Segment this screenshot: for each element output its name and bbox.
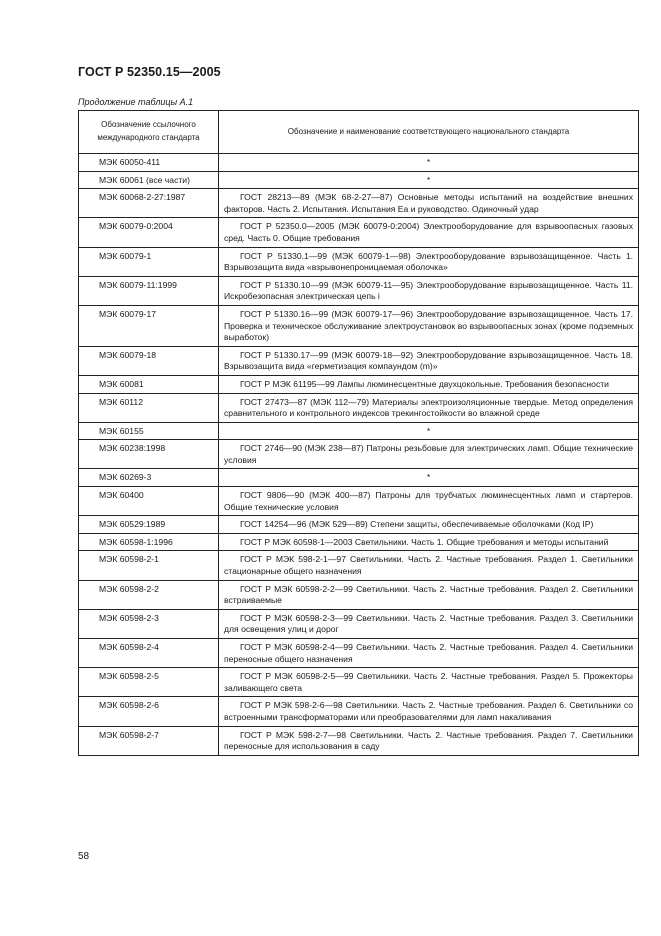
table-row bbox=[79, 533, 639, 551]
national-standard-cell: * bbox=[219, 422, 639, 440]
international-standard-cell: МЭК 60155 bbox=[79, 422, 219, 440]
international-standard-cell: МЭК 60269-3 bbox=[79, 469, 219, 487]
table-row bbox=[79, 375, 639, 393]
header-international-standard: Обозначение ссылочного международного стандарта bbox=[79, 111, 219, 154]
national-standard-cell: ГОСТ Р 51330.16—99 (МЭК 60079-17—96) Электрооборудование взрывозащищенное. Часть 17. Проверка и техническое обслуживание электроустановок во взрывоопасных зонах (кроме подземных выработок) bbox=[219, 305, 639, 346]
table-row bbox=[79, 639, 639, 668]
national-standard-cell: ГОСТ Р МЭК 60598-2-5—99 Светильники. Часть 2. Частные требования. Раздел 5. Прожекторы заливающего света bbox=[219, 668, 639, 697]
table-row bbox=[79, 440, 639, 469]
national-standard-cell: ГОСТ 14254—96 (МЭК 529—89) Степени защиты, обеспечиваемые оболочками (Код IP) bbox=[219, 516, 639, 534]
international-standard-cell: МЭК 60598-2-7 bbox=[79, 726, 219, 755]
page-number: 58 bbox=[78, 851, 90, 862]
table-row bbox=[79, 154, 639, 172]
table-row bbox=[79, 305, 639, 346]
national-standard-cell: ГОСТ 28213—89 (МЭК 68-2-27—87) Основные методы испытаний на воздействие внешних факторов. Часть 2. Испытания. Испытания Еа и руководство. Одиночный удар bbox=[219, 189, 639, 218]
national-standard-cell: ГОСТ Р МЭК 60598-2-2—99 Светильники. Часть 2. Частные требования. Раздел 2. Светильники встраиваемые bbox=[219, 580, 639, 609]
table-row bbox=[79, 171, 639, 189]
international-standard-cell: МЭК 60598-1:1996 bbox=[79, 533, 219, 551]
international-standard-cell: МЭК 60081 bbox=[79, 375, 219, 393]
table-row bbox=[79, 469, 639, 487]
table-row bbox=[79, 668, 639, 697]
national-standard-cell: ГОСТ Р МЭК 598-2-1—97 Светильники. Часть 2. Частные требования. Раздел 1. Светильники стационарные общего назначения bbox=[219, 551, 639, 580]
national-standard-cell: ГОСТ Р МЭК 60598-2-4—99 Светильники. Часть 2. Частные требования. Раздел 4. Светильники переносные общего назначения bbox=[219, 639, 639, 668]
international-standard-cell: МЭК 60068-2-27:1987 bbox=[79, 189, 219, 218]
table-header-row bbox=[79, 111, 639, 154]
international-standard-cell: МЭК 60598-2-1 bbox=[79, 551, 219, 580]
international-standard-cell: МЭК 60598-2-4 bbox=[79, 639, 219, 668]
international-standard-cell: МЭК 60050-411 bbox=[79, 154, 219, 172]
national-standard-cell: ГОСТ Р МЭК 598-2-7—98 Светильники. Часть 2. Частные требования. Раздел 7. Светильники переносные для использования в саду bbox=[219, 726, 639, 755]
national-standard-cell: * bbox=[219, 469, 639, 487]
table-row bbox=[79, 516, 639, 534]
international-standard-cell: МЭК 60400 bbox=[79, 487, 219, 516]
international-standard-cell: МЭК 60079-0:2004 bbox=[79, 218, 219, 247]
international-standard-cell: МЭК 60079-11:1999 bbox=[79, 276, 219, 305]
table-row bbox=[79, 580, 639, 609]
national-standard-cell: * bbox=[219, 171, 639, 189]
table-row bbox=[79, 393, 639, 422]
national-standard-cell: ГОСТ 27473—87 (МЭК 112—79) Материалы электроизоляционные твердые. Метод определения сравнительного и контрольного индексов трекингостойкости во влажной среде bbox=[219, 393, 639, 422]
international-standard-cell: МЭК 60061 (все части) bbox=[79, 171, 219, 189]
international-standard-cell: МЭК 60238:1998 bbox=[79, 440, 219, 469]
international-standard-cell: МЭК 60598-2-6 bbox=[79, 697, 219, 726]
table-caption: Продолжение таблицы А.1 bbox=[78, 97, 194, 107]
national-standard-cell: ГОСТ Р МЭК 60598-1—2003 Светильники. Часть 1. Общие требования и методы испытаний bbox=[219, 533, 639, 551]
header-national-standard: Обозначение и наименование соответствующего национального стандарта bbox=[219, 111, 639, 154]
national-standard-cell: ГОСТ Р 51330.1—99 (МЭК 60079-1—98) Электрооборудование взрывозащищенное. Часть 1. Взрывозащита вида «взрывонепроницаемая оболочка» bbox=[219, 247, 639, 276]
national-standard-cell: ГОСТ Р МЭК 61195—99 Лампы люминесцентные двухцокольные. Требования безопасности bbox=[219, 375, 639, 393]
international-standard-cell: МЭК 60529:1989 bbox=[79, 516, 219, 534]
national-standard-cell: ГОСТ 9806—90 (МЭК 400—87) Патроны для трубчатых люминесцентных ламп и стартеров. Общие технические условия bbox=[219, 487, 639, 516]
national-standard-cell: ГОСТ Р 52350.0—2005 (МЭК 60079-0:2004) Электрооборудование для взрывоопасных газовых сред. Часть 0. Общие требования bbox=[219, 218, 639, 247]
table-row bbox=[79, 218, 639, 247]
national-standard-cell: * bbox=[219, 154, 639, 172]
table-row bbox=[79, 422, 639, 440]
table-row bbox=[79, 346, 639, 375]
document-title: ГОСТ Р 52350.15—2005 bbox=[78, 65, 221, 79]
national-standard-cell: ГОСТ 2746—90 (МЭК 238—87) Патроны резьбовые для электрических ламп. Общие технические условия bbox=[219, 440, 639, 469]
international-standard-cell: МЭК 60598-2-2 bbox=[79, 580, 219, 609]
table-row bbox=[79, 189, 639, 218]
national-standard-cell: ГОСТ Р 51330.17—99 (МЭК 60079-18—92) Электрооборудование взрывозащищенное. Часть 18. Взрывозащита вида «герметизация компаундом (m)» bbox=[219, 346, 639, 375]
table-row bbox=[79, 551, 639, 580]
international-standard-cell: МЭК 60598-2-3 bbox=[79, 609, 219, 638]
international-standard-cell: МЭК 60598-2-5 bbox=[79, 668, 219, 697]
table-row bbox=[79, 726, 639, 755]
national-standard-cell: ГОСТ Р МЭК 598-2-6—98 Светильники. Часть 2. Частные требования. Раздел 6. Светильники со встроенными трансформаторами или преобразователями для ламп накаливания bbox=[219, 697, 639, 726]
international-standard-cell: МЭК 60079-1 bbox=[79, 247, 219, 276]
national-standard-cell: ГОСТ Р 51330.10—99 (МЭК 60079-11—95) Электрооборудование взрывозащищенное. Часть 11. Искробезопасная электрическая цепь i bbox=[219, 276, 639, 305]
table-row bbox=[79, 609, 639, 638]
reference-table bbox=[78, 110, 639, 756]
international-standard-cell: МЭК 60079-18 bbox=[79, 346, 219, 375]
table-row bbox=[79, 487, 639, 516]
table-row bbox=[79, 276, 639, 305]
international-standard-cell: МЭК 60079-17 bbox=[79, 305, 219, 346]
national-standard-cell: ГОСТ Р МЭК 60598-2-3—99 Светильники. Часть 2. Частные требования. Раздел 3. Светильники для освещения улиц и дорог bbox=[219, 609, 639, 638]
international-standard-cell: МЭК 60112 bbox=[79, 393, 219, 422]
table-row bbox=[79, 247, 639, 276]
table-row bbox=[79, 697, 639, 726]
